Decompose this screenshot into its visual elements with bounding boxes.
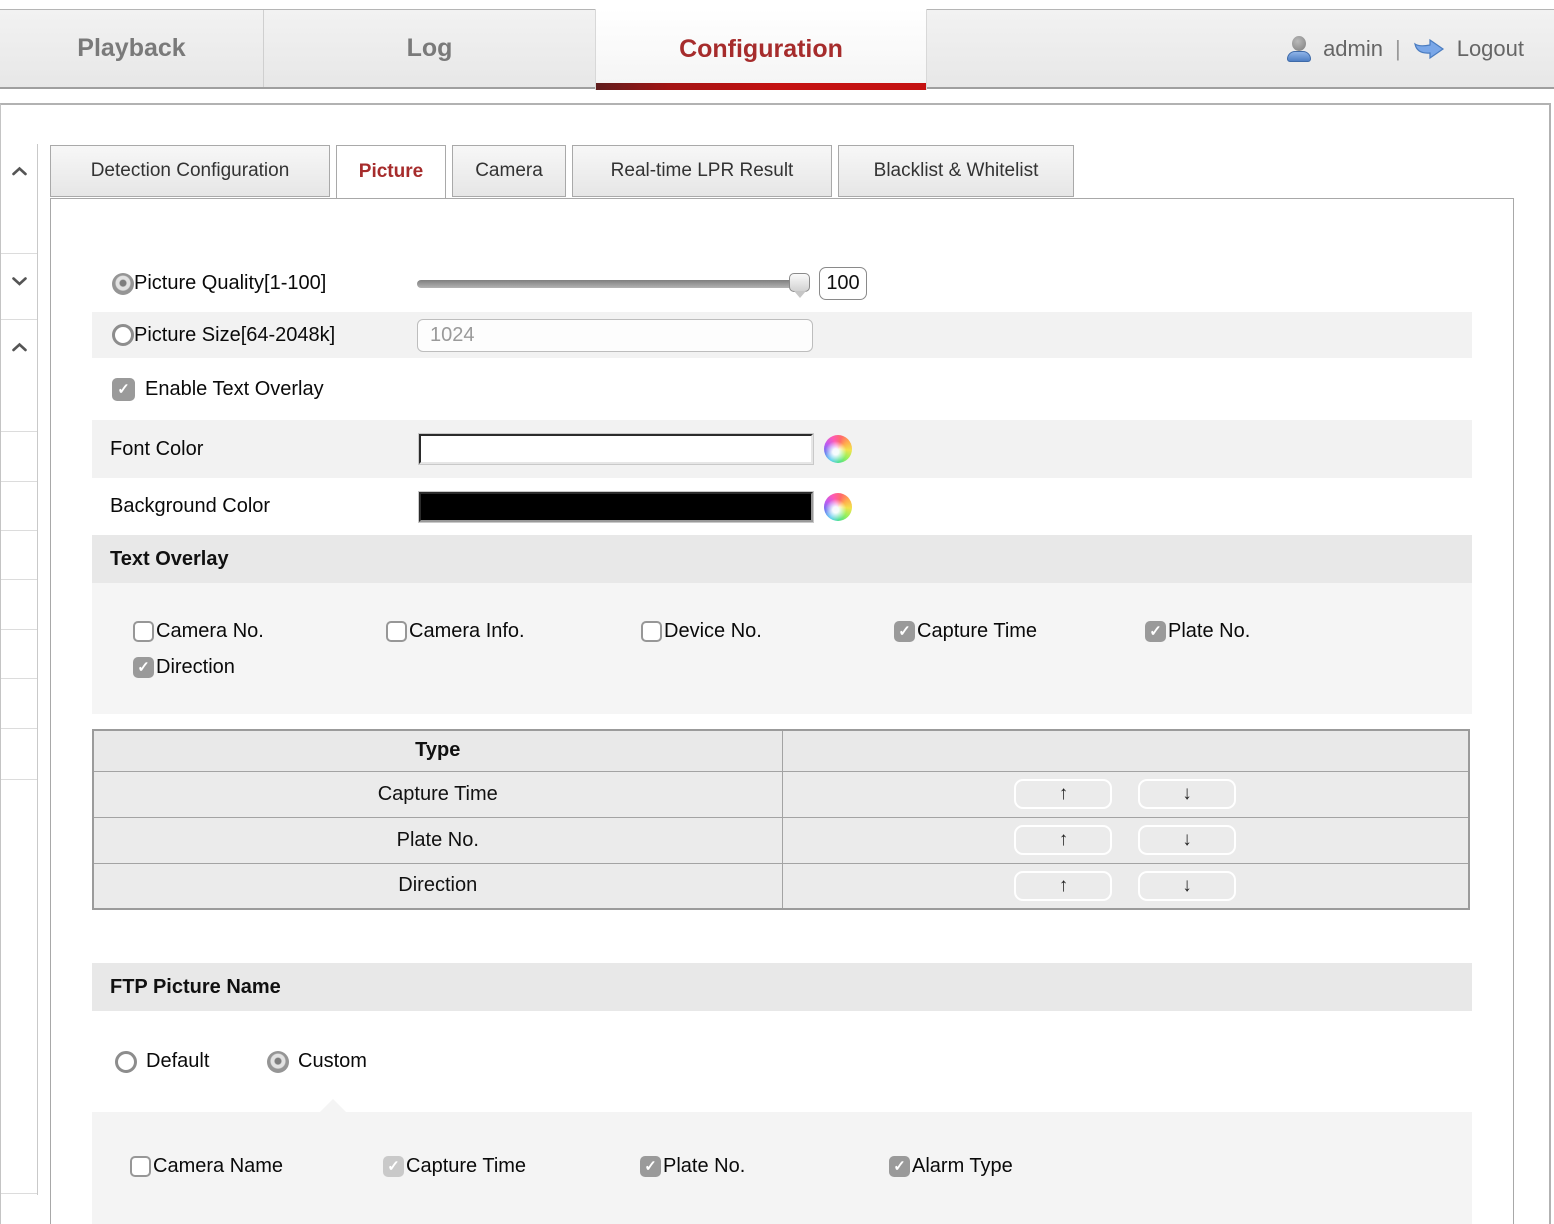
camera-name-checkbox[interactable] [130, 1156, 151, 1177]
move-up-button[interactable]: ↑ [1014, 871, 1112, 901]
picture-quality-row [92, 255, 1472, 312]
menu-item-collapsed[interactable] [1, 729, 37, 780]
overlay-option-plate-no[interactable]: ✓ Plate No. [1145, 620, 1250, 643]
background-color-swatch[interactable] [419, 492, 813, 522]
background-color-picker-icon[interactable] [824, 493, 852, 521]
row-label: Capture Time [93, 771, 782, 817]
ftp-option-plate-no[interactable]: ✓ Plate No. [640, 1155, 889, 1178]
menu-item-collapsed[interactable] [1, 144, 37, 254]
row-label: Direction [93, 863, 782, 909]
font-color-row [92, 420, 1472, 478]
picture-size-label: Picture Size[64-2048k] [134, 323, 336, 346]
picture-size-input[interactable] [417, 319, 813, 352]
top-nav [0, 9, 1554, 89]
move-down-button[interactable]: ↓ [1138, 871, 1236, 901]
panel-notch [320, 1099, 346, 1112]
capture-time-checkbox-disabled: ✓ [383, 1156, 404, 1177]
picture-quality-slider[interactable] [417, 280, 807, 288]
text-overlay-section-title: Text Overlay [92, 535, 1472, 583]
slider-thumb[interactable] [789, 273, 810, 292]
table-row [93, 817, 1469, 863]
capture-time-checkbox[interactable]: ✓ [894, 621, 915, 642]
move-down-button[interactable]: ↓ [1138, 779, 1236, 809]
type-column-header: Type [93, 730, 782, 771]
tab-detection-configuration[interactable]: Detection Configuration [50, 145, 330, 197]
ftp-option-camera-name[interactable]: Camera Name [130, 1155, 383, 1178]
nav-divider: | [1394, 35, 1401, 61]
overlay-option-camera-info[interactable]: Camera Info. [386, 620, 641, 643]
overlay-option-capture-time[interactable]: ✓ Capture Time [894, 620, 1145, 643]
menu-item-collapsed[interactable] [1, 254, 37, 320]
user-icon [1287, 36, 1311, 62]
tab-realtime-lpr-result[interactable]: Real-time LPR Result [572, 145, 832, 197]
nav-configuration-label: Configuration [679, 35, 843, 63]
page-body [0, 103, 1551, 1224]
menu-item-collapsed[interactable] [1, 630, 37, 679]
ftp-option-capture-time: ✓ Capture Time [383, 1155, 640, 1178]
move-up-button[interactable]: ↑ [1014, 825, 1112, 855]
logout-button[interactable]: Logout [1456, 35, 1524, 61]
camera-info-checkbox[interactable] [386, 621, 407, 642]
enable-text-overlay-checkbox[interactable]: ✓ [112, 378, 135, 401]
order-column-header [782, 730, 1469, 771]
font-color-label: Font Color [110, 437, 204, 460]
menu-item-collapsed[interactable] [1, 580, 37, 630]
table-header-row [93, 730, 1469, 771]
custom-radio[interactable] [267, 1051, 289, 1073]
text-overlay-options [92, 583, 1472, 714]
font-color-swatch[interactable] [419, 434, 813, 464]
overlay-option-direction[interactable]: ✓ Direction [133, 656, 235, 679]
move-up-button[interactable]: ↑ [1014, 779, 1112, 809]
menu-item-collapsed[interactable] [1, 482, 37, 531]
device-no-checkbox[interactable] [641, 621, 662, 642]
table-row [93, 863, 1469, 909]
chevron-down-icon [11, 276, 28, 286]
chevron-up-icon [11, 342, 28, 352]
background-color-row [92, 478, 1472, 535]
ftp-mode-default[interactable]: Default [115, 1050, 267, 1073]
ftp-picture-name-title: FTP Picture Name [92, 963, 1472, 1011]
enable-text-overlay-row [92, 358, 1472, 420]
picture-size-radio[interactable] [112, 324, 134, 346]
menu-item-collapsed[interactable] [1, 432, 37, 482]
user-name: admin [1323, 35, 1383, 61]
nav-item-playback[interactable]: Playback [0, 10, 264, 87]
font-color-picker-icon[interactable] [824, 435, 852, 463]
picture-quality-label: Picture Quality[1-100] [134, 272, 327, 294]
overlay-order-table [92, 729, 1470, 910]
tab-camera[interactable]: Camera [452, 145, 566, 197]
picture-quality-radio[interactable] [112, 273, 134, 295]
tab-blacklist-whitelist[interactable]: Blacklist & Whitelist [838, 145, 1074, 197]
chevron-up-icon [11, 166, 28, 176]
camera-no-checkbox[interactable] [133, 621, 154, 642]
active-nav-underline [596, 83, 926, 90]
default-radio[interactable] [115, 1051, 137, 1073]
picture-quality-value: 100 [819, 267, 867, 300]
plate-no-checkbox[interactable]: ✓ [640, 1156, 661, 1177]
nav-item-configuration[interactable] [595, 9, 927, 90]
menu-item-collapsed[interactable] [1, 531, 37, 580]
overlay-option-camera-no[interactable]: Camera No. [133, 620, 386, 643]
overlay-option-device-no[interactable]: Device No. [641, 620, 894, 643]
nav-spacer [927, 10, 1287, 87]
menu-item-collapsed[interactable] [1, 780, 37, 1194]
tab-picture[interactable]: Picture [336, 145, 446, 198]
picture-size-row [92, 312, 1472, 358]
ftp-mode-row [92, 1011, 1472, 1112]
nav-item-log[interactable]: Log [406, 34, 453, 62]
ftp-option-alarm-type[interactable]: ✓ Alarm Type [889, 1155, 1013, 1178]
background-color-label: Background Color [110, 495, 271, 517]
user-area [1287, 10, 1554, 87]
picture-settings-panel [50, 198, 1514, 1224]
plate-no-checkbox[interactable]: ✓ [1145, 621, 1166, 642]
ftp-custom-options [92, 1112, 1472, 1224]
left-menu-cutoff [1, 144, 38, 1195]
menu-item-collapsed[interactable] [1, 679, 37, 729]
row-label: Plate No. [93, 817, 782, 863]
direction-checkbox[interactable]: ✓ [133, 657, 154, 678]
move-down-button[interactable]: ↓ [1138, 825, 1236, 855]
tab-bar [50, 145, 1074, 198]
menu-item-collapsed[interactable] [1, 320, 37, 432]
logout-icon [1413, 38, 1445, 60]
table-row [93, 771, 1469, 817]
enable-text-overlay-label: Enable Text Overlay [145, 377, 324, 400]
ftp-mode-custom[interactable]: Custom [267, 1050, 367, 1073]
alarm-type-checkbox[interactable]: ✓ [889, 1156, 910, 1177]
